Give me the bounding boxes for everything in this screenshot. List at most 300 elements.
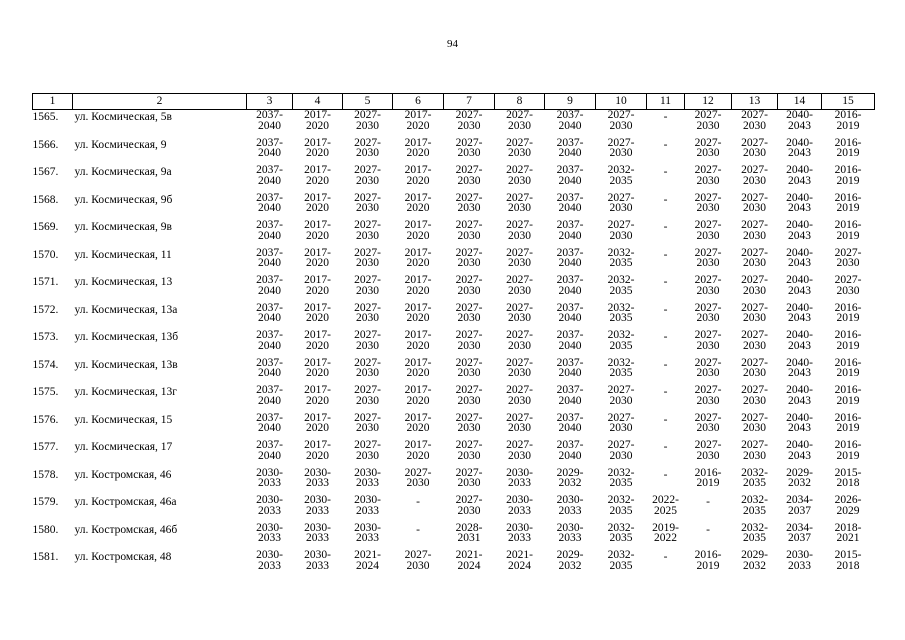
period-part: 2030- [256,521,283,534]
period-cell [393,110,444,138]
period-part: 2027- [607,411,635,424]
period-cell [647,275,685,303]
period-cell [685,138,732,166]
period-part: 2017- [304,191,331,204]
period-cell [778,385,822,413]
row-number [33,193,73,221]
period-part: - [416,523,420,536]
period-part: - [663,468,668,481]
period-part: 2021- [354,549,381,561]
row-number [33,523,73,551]
period-part: 2027- [694,301,722,314]
period-cell [444,523,495,551]
period-part: 2017- [404,301,432,314]
period-part: 2027- [607,109,635,121]
period-part: 2027- [741,109,768,121]
header-row [33,94,875,110]
period-cell [822,110,875,138]
period-part: 2020 [306,367,329,379]
period-cell [444,495,495,523]
period-part: 2030- [506,521,533,534]
period-part: 2019 [836,119,860,132]
column-header: 8 [495,94,545,110]
period-part: 2020 [306,284,329,297]
address-text: ул. Космическая, 15 [74,413,173,426]
row-number [33,138,73,166]
period-cell [393,330,444,358]
row-number-text: 1566. [32,138,59,151]
period-part: 2027- [354,356,381,369]
period-part: 2027- [455,466,483,479]
period-part: 2016- [834,164,862,176]
period-part: 2030 [696,119,720,132]
period-cell [732,550,778,578]
period-cell [685,330,732,358]
period-part: 2027- [455,136,483,149]
period-cell [732,468,778,496]
period-part: 2037- [256,439,283,451]
period-part: 2030 [743,284,766,297]
data-table [32,93,875,578]
period-part: 2030 [457,339,481,352]
period-part: 2030 [696,147,720,159]
period-part: - [416,496,420,508]
address-cell [73,165,247,193]
period-cell [343,303,393,331]
period-part: 2030 [356,147,379,159]
period-cell [247,468,293,496]
period-part: 2020 [406,422,430,434]
period-part: 2027- [354,411,381,424]
period-part: 2030 [508,284,531,297]
period-cell [495,248,545,276]
period-part: 2035 [609,504,633,517]
period-part: 2037- [556,356,584,369]
period-part: 2018 [836,559,860,572]
period-part: 2037- [556,136,584,149]
period-part: 2017- [404,164,432,176]
period-cell [822,303,875,331]
address-text: ул. Костромская, 46б [74,523,178,536]
period-part: 2019 [696,477,720,489]
period-part: 2017- [304,109,331,121]
period-part: 2040- [786,191,813,204]
period-part: 2027- [741,329,768,341]
period-part: 2043 [788,394,811,407]
period-cell [393,138,444,166]
table-row [33,275,875,303]
period-cell [393,303,444,331]
period-cell [545,495,596,523]
period-cell [596,358,647,386]
period-part: 2030 [609,229,633,242]
period-part: 2030 [457,202,481,214]
period-cell [596,303,647,331]
period-part: 2035 [609,312,633,324]
period-part: 2027- [694,274,722,286]
period-part: 2037- [256,411,283,424]
table-row [33,413,875,441]
address-cell [73,385,247,413]
period-part: 2037- [256,219,283,231]
period-part: 2030 [508,312,531,324]
period-cell [545,248,596,276]
period-cell [247,330,293,358]
period-part: 2030- [256,549,283,561]
period-part: 2040 [258,339,281,352]
period-cell [596,385,647,413]
table-row [33,358,875,386]
period-part: 2027- [741,356,768,369]
period-part: 2030 [457,422,481,434]
table-row [33,550,875,578]
address-cell [73,550,247,578]
period-part: 2030 [836,257,860,269]
row-number-text: 1581. [32,551,59,563]
period-part: 2030- [786,549,813,561]
period-part: 2035 [609,532,633,544]
row-number [33,330,73,358]
period-cell [732,138,778,166]
period-part: 2040 [258,367,281,379]
period-part: 2033 [306,532,329,544]
period-cell [393,275,444,303]
period-part: 2037- [556,246,584,259]
period-cell [822,495,875,523]
period-part: 2024 [508,559,531,572]
period-part: 2033 [258,532,281,544]
period-part: 2033 [306,504,329,517]
period-part: 2030- [556,494,584,506]
column-header: 6 [393,94,444,110]
period-part: 2032- [607,164,635,176]
period-part: 2027- [506,246,533,259]
period-cell [444,165,495,193]
period-cell [393,358,444,386]
period-part: 2030 [457,394,481,407]
period-part: 2016- [694,466,722,479]
period-cell [545,165,596,193]
period-part: 2027- [694,191,722,204]
period-part: - [663,331,668,343]
period-part: 2040 [558,367,582,379]
period-cell [293,550,343,578]
period-part: 2017- [404,246,432,259]
period-part: 2040- [786,439,813,451]
period-part: 2035 [743,477,766,489]
period-part: 2027- [455,356,483,369]
period-cell [343,385,393,413]
period-cell [293,413,343,441]
address-cell [73,193,247,221]
period-part: 2019 [836,339,860,352]
period-part: 2030 [609,449,633,462]
period-cell [393,550,444,578]
period-cell [545,523,596,551]
column-header: 3 [247,94,293,110]
period-part: 2017- [404,384,432,396]
period-cell [685,358,732,386]
period-part: 2027- [506,356,533,369]
period-part: 2030- [556,521,584,534]
table-row [33,440,875,468]
period-part: 2030 [743,449,766,462]
period-part: 2030- [304,466,331,479]
period-part: 2037- [556,274,584,286]
period-part: 2033 [558,532,582,544]
period-part: 2035 [609,284,633,297]
period-part: 2020 [306,229,329,242]
period-part: 2033 [356,532,379,544]
period-part: 2033 [508,477,531,489]
row-number-text: 1576. [32,413,59,426]
period-part: 2040 [558,147,582,159]
row-number-text: 1574. [32,358,59,371]
period-cell [343,165,393,193]
period-part: 2030 [457,147,481,159]
period-part: 2027- [506,384,533,396]
period-part: 2027- [455,191,483,204]
period-part: 2027- [506,109,533,121]
period-part: 2027- [694,219,722,231]
period-part: 2017- [304,329,331,341]
period-cell [247,193,293,221]
period-cell [247,523,293,551]
row-number-text: 1569. [32,221,59,233]
address-text: ул. Космическая, 17 [74,441,173,453]
column-header: 9 [545,94,596,110]
period-cell [247,495,293,523]
table-body [33,110,875,578]
period-part: 2019- [652,521,679,534]
period-part: 2032- [607,274,635,286]
period-part: 2037- [256,274,283,286]
period-cell [596,330,647,358]
period-cell [444,358,495,386]
period-part: 2037- [556,191,584,204]
period-cell [545,220,596,248]
period-cell [343,248,393,276]
period-part: 2027- [694,384,722,396]
period-part: 2020 [406,284,430,297]
period-part: 2040 [258,394,281,407]
period-part: 2022 [654,532,677,544]
period-part: 2016- [834,219,862,231]
period-part: 2032- [607,494,635,506]
address-text: ул. Космическая, 13б [74,331,179,343]
period-cell [778,193,822,221]
period-part: 2027- [354,274,381,286]
period-part: 2034- [786,521,813,534]
period-cell [778,468,822,496]
period-cell [732,110,778,138]
table-row [33,523,875,551]
period-part: 2040 [258,449,281,462]
period-cell [343,440,393,468]
period-part: 2030 [356,174,379,187]
period-part: 2016- [834,384,862,396]
period-part: 2032- [607,466,635,479]
period-cell [685,440,732,468]
period-cell [822,440,875,468]
period-part: 2020 [306,174,329,187]
period-cell [778,303,822,331]
period-part: 2017- [304,356,331,369]
period-cell [247,440,293,468]
period-part: 2030 [356,257,379,269]
period-cell [778,220,822,248]
period-part: 2017- [304,439,331,451]
period-cell [647,358,685,386]
period-part: 2030- [506,466,533,479]
address-text: ул. Космическая, 9а [74,166,172,178]
period-part: 2040 [558,394,582,407]
period-part: 2027- [607,384,635,396]
period-cell [596,248,647,276]
period-cell [444,193,495,221]
period-part: 2030 [457,477,481,489]
period-part: 2040 [558,202,582,214]
period-part: 2020 [306,257,329,269]
period-cell [778,330,822,358]
period-cell [343,413,393,441]
period-part: 2030- [354,494,381,506]
period-part: 2040- [786,411,813,424]
period-part: 2030 [696,394,720,407]
period-part: 2016- [834,356,862,369]
period-cell [343,468,393,496]
period-part: 2043 [788,312,811,324]
table-row [33,495,875,523]
period-part: 2030 [609,119,633,132]
period-part: 2040 [558,284,582,297]
row-number [33,220,73,248]
period-part: 2016- [834,109,862,121]
period-part: 2030 [508,257,531,269]
period-part: 2020 [406,449,430,462]
period-part: 2037- [256,109,283,121]
period-cell [545,468,596,496]
row-number [33,165,73,193]
period-cell [822,358,875,386]
period-part: 2043 [788,449,811,462]
address-cell [73,110,247,138]
column-header: 14 [778,94,822,110]
period-cell [596,550,647,578]
period-part: 2021 [836,532,860,544]
period-cell [495,193,545,221]
period-cell [732,248,778,276]
period-part: 2030 [457,504,481,517]
period-cell [647,523,685,551]
column-header: 5 [343,94,393,110]
period-cell [293,275,343,303]
table-row [33,330,875,358]
period-cell [293,138,343,166]
period-cell [822,165,875,193]
period-part: 2030 [406,559,430,572]
period-part: 2020 [306,339,329,352]
period-part: 2030 [743,339,766,352]
period-cell [495,275,545,303]
period-part: 2029- [556,466,584,479]
period-part: 2030 [457,284,481,297]
table-row [33,138,875,166]
period-part: 2027- [354,136,381,149]
period-part: 2033 [258,504,281,517]
address-text: ул. Космическая, 13в [74,358,178,371]
period-cell [293,495,343,523]
table-row [33,110,875,138]
period-part: 2037- [556,164,584,176]
period-part: 2019 [836,174,860,187]
period-part: 2030 [457,312,481,324]
address-text: ул. Костромская, 48 [74,551,172,563]
period-cell [732,523,778,551]
period-cell [685,385,732,413]
period-part: 2027- [694,164,722,176]
period-part: 2027- [354,384,381,396]
period-part: 2017- [404,219,432,231]
period-part: - [663,551,668,563]
period-cell [247,550,293,578]
period-part: 2030 [457,174,481,187]
period-cell [293,193,343,221]
row-number-text: 1575. [32,386,59,398]
period-cell [822,385,875,413]
period-part: 2027- [506,439,533,451]
period-part: 2030 [743,202,766,214]
period-cell [444,220,495,248]
period-part: 2032- [607,521,635,534]
address-cell [73,248,247,276]
period-part: 2027- [354,109,381,121]
period-cell [495,303,545,331]
period-part: 2020 [306,449,329,462]
period-part: 2032- [741,494,768,506]
period-part: - [663,386,668,398]
period-part: 2017- [304,164,331,176]
period-cell [822,138,875,166]
period-cell [685,468,732,496]
period-cell [495,358,545,386]
period-part: 2030- [304,494,331,506]
period-part: 2030 [356,449,379,462]
period-cell [293,440,343,468]
period-part: 2027- [455,219,483,231]
period-part: 2019 [836,202,860,214]
period-cell [393,413,444,441]
period-cell [778,440,822,468]
period-part: 2027- [741,219,768,231]
period-part: 2030- [304,549,331,561]
period-cell [685,220,732,248]
period-part: 2030 [508,119,531,132]
period-part: 2027- [506,136,533,149]
period-part: 2043 [788,174,811,187]
period-part: 2027- [607,191,635,204]
row-number [33,440,73,468]
period-cell [778,495,822,523]
period-cell [393,440,444,468]
period-part: 2030- [256,466,283,479]
period-part: 2030 [696,257,720,269]
period-part: 2030 [508,339,531,352]
period-part: 2037- [256,136,283,149]
period-part: 2040- [786,109,813,121]
period-part: 2020 [406,229,430,242]
period-cell [685,550,732,578]
